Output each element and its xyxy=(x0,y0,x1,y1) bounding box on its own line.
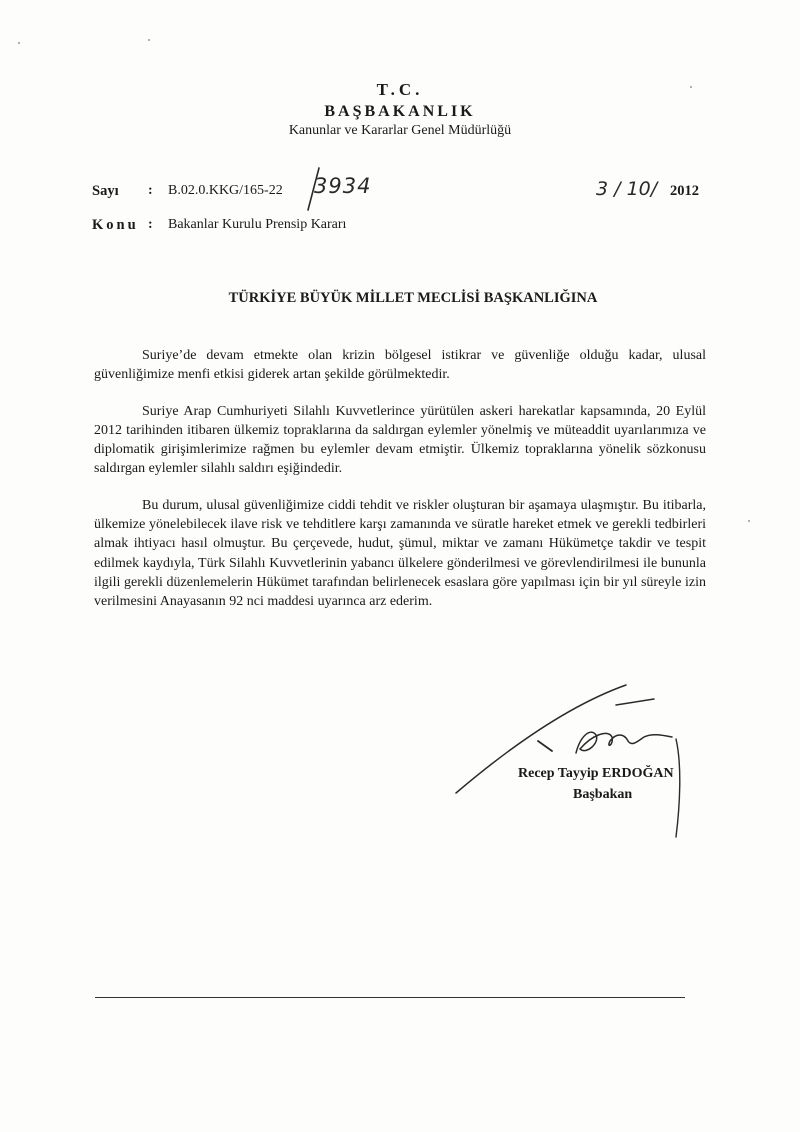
paragraph: Suriye’de devam etmekte olan krizin bölgesel istikrar ve güvenliğe olduğu kadar, ulusal güvenliğimize menfi etkisi giderek artan şekilde görülmektedir. xyxy=(94,348,706,383)
subject-colon: : xyxy=(148,217,153,232)
header-department: Kanunlar ve Kararlar Genel Müdürlüğü xyxy=(288,123,512,138)
handwritten-date: 3 / 10/ xyxy=(596,178,658,200)
recipient-heading: TÜRKİYE BÜYÜK MİLLET MECLİSİ BAŞKANLIĞINA xyxy=(228,290,598,306)
signer-name: Recep Tayyip ERDOĞAN xyxy=(518,766,674,781)
header-state: T.C. xyxy=(376,80,424,99)
scan-speck xyxy=(148,39,150,41)
paragraph: Bu durum, ulusal güvenliğimize ciddi tehdit ve riskler oluşturan bir aşamaya ulaşmıştır. Bu itibarla, ülkemize yönelebilecek ilave risk ve tehditlere karşı zamanında ve süratle hareket etmek ve gerekli tedbirleri almak ihtiyacı hasıl olmuştur. Bu çerçevede, hudut, şümul, miktar ve zamanı Hükümetçe takdir ve tespit edilmek kaydıyla, Türk Silahlı Kuvvetlerinin yabancı ülkelere gönderilmesi ve görevlendirilmesi ile bununla ilgili gerekli düzenlemelerin Hükümet tarafından belirlenecek esaslara göre yapılması için bir yıl süreyle izin verilmesini Anayasanın 92 nci maddesi uyarınca arz ederim. xyxy=(94,497,706,610)
reference-colon: : xyxy=(148,183,153,198)
handwritten-reference-number: 3934 xyxy=(314,174,372,198)
footer-divider xyxy=(95,997,685,998)
letter-body xyxy=(94,346,706,612)
scan-speck xyxy=(18,42,20,44)
reference-row xyxy=(92,174,712,204)
reference-label: Sayı xyxy=(92,183,119,199)
subject-label: Konu xyxy=(92,217,139,233)
header-institution: BAŞBAKANLIK xyxy=(324,103,476,120)
signer-title: Başbakan xyxy=(573,787,633,802)
reference-year: 2012 xyxy=(670,183,699,199)
paragraph: Suriye Arap Cumhuriyeti Silahlı Kuvvetlerince yürütülen askeri harekatlar kapsamında, 20 Eylül 2012 tarihinden itibaren ülkemiz topraklarına da saldırgan eylemler yönelmiş ve müteaddit uyarılarımıza ve diplomatik girişimlerimize rağmen bu eylemler devam etmiştir. Ülkemiz topraklarına yönelik sözkonusu saldırgan eylemler silahlı saldırı eşiğindedir. xyxy=(94,403,706,477)
reference-number: B.02.0.KKG/165-22 xyxy=(168,183,283,198)
scan-speck xyxy=(748,520,750,522)
subject-text: Bakanlar Kurulu Prensip Kararı xyxy=(168,217,347,232)
subject-row xyxy=(92,217,592,237)
